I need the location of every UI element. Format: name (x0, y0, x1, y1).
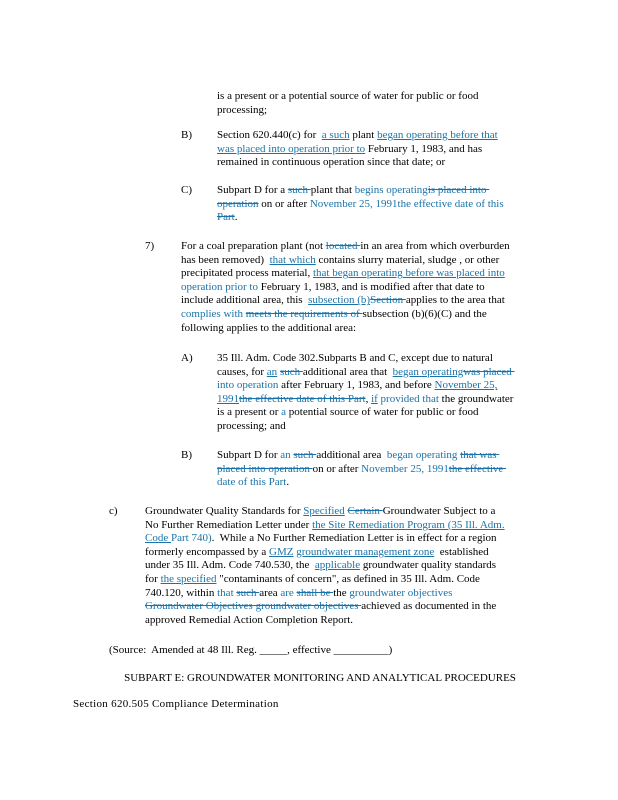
paragraph-item-sub-b (217, 449, 557, 490)
deleted-text: placed into operation (217, 462, 313, 475)
text-run: plant (349, 129, 378, 141)
text-run: 740.120, within (145, 586, 218, 599)
item-label-c: C) (181, 184, 192, 196)
text-line (145, 519, 545, 533)
text-line (217, 463, 557, 477)
deleted-text: shall be (296, 586, 334, 599)
paragraph-text (145, 505, 545, 627)
deleted-text: Groundwater Objectives groundwater objectives (145, 600, 362, 613)
text-run: , (365, 392, 372, 405)
item-label-c-lower: c) (109, 505, 118, 517)
text-line (217, 352, 557, 366)
inserted-text: November 25, 1991 (361, 462, 449, 475)
text-run: has been removed) (181, 253, 270, 266)
text-run: 35 Ill. Adm. Code 302.Subparts B and C, except due to natural (217, 352, 493, 364)
paragraph-text (217, 90, 547, 117)
item-label-b: B) (181, 129, 192, 141)
deleted-text: Section (370, 294, 406, 307)
text-line (217, 476, 557, 490)
inserted-text: subsection (b) (308, 294, 371, 307)
inserted-text: if (371, 392, 378, 405)
text-run: additional area (316, 449, 387, 461)
text-run: Section 620.440(c) for (217, 129, 322, 141)
inserted-text: began operating (392, 365, 464, 378)
deleted-text: such (287, 184, 311, 196)
inserted-text: GMZ (269, 545, 294, 558)
text-run: on or after (258, 197, 310, 210)
text-run: is a present or (217, 406, 282, 419)
text-line (145, 614, 545, 628)
deleted-text: located (325, 240, 361, 252)
inserted-text: operation prior to (181, 280, 258, 293)
text-run: plant that (310, 184, 355, 196)
text-run: . (234, 211, 238, 224)
text-line (145, 505, 545, 519)
deleted-text: that was (460, 449, 500, 461)
text-line (217, 184, 547, 198)
text-run: formerly encompassed by a (145, 545, 270, 558)
text-line (181, 308, 551, 322)
item-label-sub-a: A) (181, 352, 193, 364)
text-line (145, 546, 545, 560)
paragraph-text (217, 184, 547, 225)
inserted-text: a such (321, 129, 350, 141)
inserted-text: groundwater objectives (349, 586, 453, 599)
inserted-text: that began operating before was placed into (312, 267, 505, 280)
text-run: Subpart D for (217, 449, 281, 461)
text-line (217, 129, 547, 143)
deleted-text: meets the requirements of (245, 307, 363, 320)
text-line (217, 198, 547, 212)
inserted-text: was placed into operation prior to (217, 142, 366, 155)
text-run: causes, for (217, 365, 267, 378)
text-run: is a present or a potential source of water for public or food (217, 90, 479, 102)
text-run: No Further Remediation Letter under (145, 518, 313, 531)
inserted-text: complies with (181, 307, 244, 320)
inserted-text: applicable (314, 559, 361, 572)
text-line (217, 393, 557, 407)
text-run: on or after (312, 462, 362, 475)
deleted-text: Part (217, 211, 235, 224)
inserted-text: that (217, 586, 234, 599)
text-run: February 1, 1983, and has (365, 142, 483, 155)
text-run: potential source of water for public or food (286, 406, 479, 419)
text-line (217, 366, 557, 380)
inserted-text: a (281, 406, 287, 419)
text-run: contains slurry material, sludge , or other (315, 253, 500, 266)
text-run: the (333, 586, 350, 599)
text-run: include additional area, this (181, 294, 309, 307)
inserted-text: Code (145, 532, 171, 545)
text-run: for (145, 572, 161, 585)
text-line (181, 240, 551, 254)
inserted-text: that which (269, 253, 316, 266)
deleted-text: such (279, 365, 303, 378)
inserted-text: groundwater management zone (296, 545, 435, 558)
text-run: precipitated process material, (181, 267, 313, 280)
text-run: For a coal preparation plant (not (181, 240, 326, 252)
text-run: achieved as documented in the (361, 600, 497, 613)
paragraph-item-c-lower (145, 505, 545, 627)
text-run: Groundwater Subject to a (382, 505, 496, 517)
paragraph-item-c (217, 184, 547, 225)
text-run: Groundwater Quality Standards for (145, 505, 304, 517)
text-line (181, 254, 551, 268)
text-run: February 1, 1983, and is modified after that date to (257, 280, 485, 293)
source-note (109, 644, 529, 658)
text-line (217, 379, 557, 393)
text-run: applies to the area that (405, 294, 505, 307)
text-line (181, 267, 551, 281)
inserted-text: the specified (160, 572, 217, 585)
text-line (217, 104, 547, 118)
text-run: remained in continuous operation since that date; or (217, 156, 446, 169)
section-heading: Section 620.505 Compliance Determination (73, 698, 279, 710)
text-run: processing; and (217, 419, 286, 432)
item-label-7: 7) (145, 240, 155, 252)
inserted-text: November 25, (434, 379, 498, 392)
text-run: processing; (217, 103, 268, 116)
paragraph-text (217, 449, 557, 490)
text-line (217, 143, 547, 157)
text-line (217, 156, 547, 170)
text-run: subsection (b)(6)(C) and the (362, 307, 487, 320)
paragraph-text (181, 240, 551, 335)
inserted-text: the Site Remediation Program (35 Ill. Adm. (312, 518, 505, 531)
text-run: . While a No Further Remediation Letter is in effect for a region (211, 532, 497, 545)
paragraph-item-b (217, 129, 547, 170)
deleted-text: the effective (448, 462, 507, 475)
subpart-heading: SUBPART E: GROUNDWATER MONITORING AND ANALYTICAL PROCEDURES (124, 672, 516, 684)
inserted-text: the effective date of this (397, 197, 504, 210)
text-line (145, 587, 545, 601)
text-line (145, 600, 545, 614)
deleted-text: was placed (463, 365, 515, 378)
text-run: groundwater quality standards (360, 559, 497, 572)
text-line (217, 211, 547, 225)
inserted-text: began operating before that (377, 129, 498, 141)
text-run: in an area from which overburden (360, 240, 510, 252)
text-run: (Source: Amended at 48 Ill. Reg. _____, effective __________) (109, 644, 393, 656)
inserted-text: an (280, 449, 291, 461)
text-run: "contaminants of concern", as defined in 35 Ill. Adm. Code (216, 572, 480, 585)
text-line (145, 532, 545, 546)
deleted-text: such (293, 449, 317, 461)
inserted-text: into operation (217, 379, 279, 392)
paragraph-text (217, 352, 557, 434)
inserted-text: Specified (303, 505, 345, 517)
text-run: Subpart D for a (217, 184, 288, 196)
text-run: under 35 Ill. Adm. Code 740.530, the (145, 559, 315, 572)
inserted-text: 1991 (217, 392, 239, 405)
paragraph-item-sub-a (217, 352, 557, 434)
inserted-text: began operating (386, 449, 458, 461)
text-line (217, 420, 557, 434)
text-line (145, 559, 545, 573)
paragraph-continuation (217, 90, 547, 117)
text-run: established (434, 545, 489, 558)
source-text (109, 644, 529, 658)
item-label-sub-b: B) (181, 449, 192, 461)
inserted-text: Part 740) (170, 532, 212, 545)
text-run: approved Remedial Action Completion Report. (145, 613, 354, 626)
text-run: area (259, 586, 281, 599)
deleted-text: such (236, 586, 260, 599)
text-line (181, 294, 551, 308)
text-line (109, 644, 529, 658)
inserted-text: are (280, 586, 294, 599)
paragraph-item-7 (181, 240, 551, 335)
deleted-text: operation (217, 197, 259, 210)
paragraph-text (217, 129, 547, 170)
inserted-text: an (266, 365, 278, 378)
text-run: the groundwater (438, 392, 514, 405)
inserted-text: begins operating (354, 184, 428, 196)
text-line (145, 573, 545, 587)
deleted-text: the effective date of this Part (239, 392, 366, 405)
inserted-text: provided that (377, 392, 439, 405)
text-line (181, 322, 551, 336)
text-run: additional area that (302, 365, 393, 378)
inserted-text: date of this Part (217, 476, 287, 489)
text-line (181, 281, 551, 295)
text-line (217, 406, 557, 420)
text-line (217, 90, 547, 104)
text-run: . (286, 476, 290, 489)
text-run: after February 1, 1983, and before (278, 379, 435, 392)
inserted-text: November 25, 1991 (309, 197, 398, 210)
text-line (217, 449, 557, 463)
text-run: following applies to the additional area: (181, 321, 357, 334)
deleted-text: is placed into (427, 184, 490, 196)
deleted-text: Certain (347, 505, 383, 517)
